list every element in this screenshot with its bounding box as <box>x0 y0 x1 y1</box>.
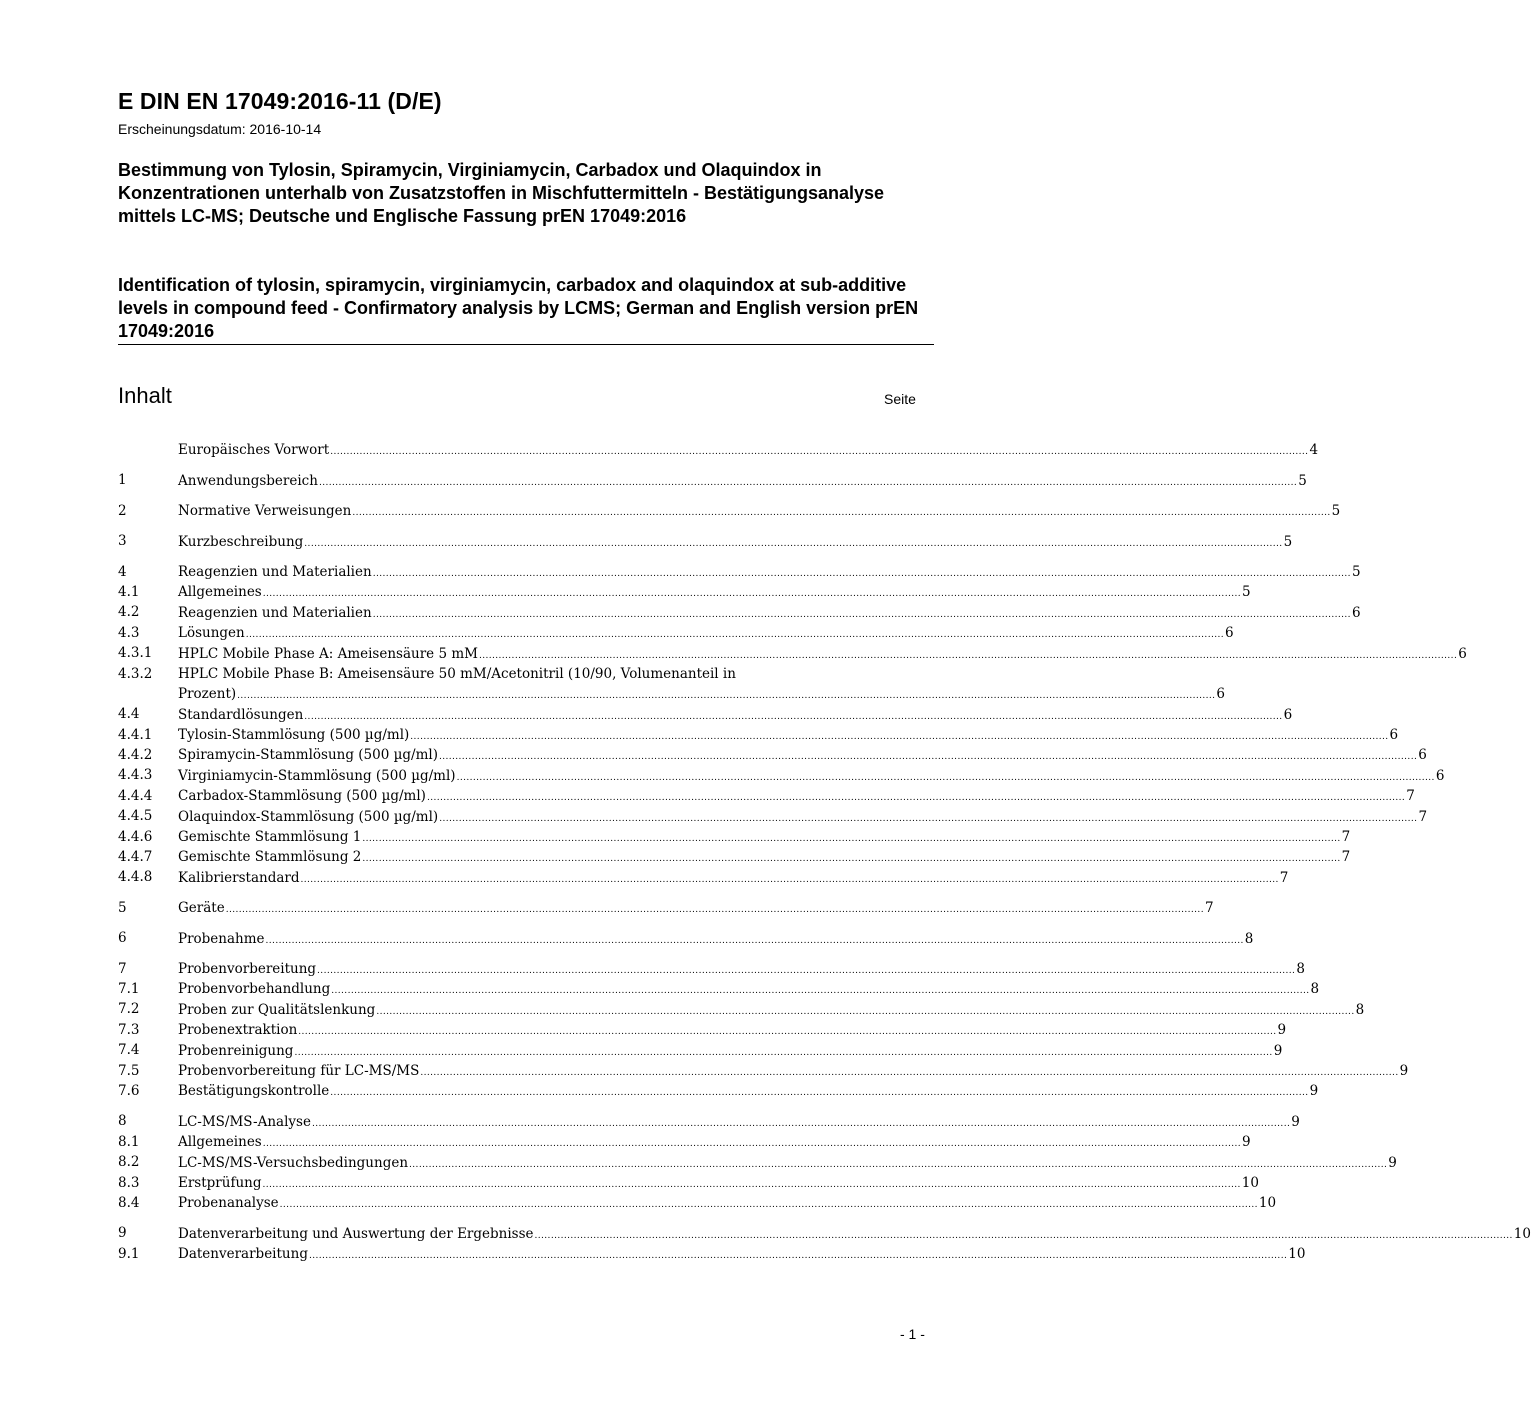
toc-entry[interactable] <box>118 501 1341 521</box>
toc-entry-title: Lösungen <box>178 625 245 642</box>
contents-heading: Inhalt <box>118 383 172 408</box>
toc-dot-leader: ............................................................................................................................................................................................................................................................................................................ <box>225 905 1204 916</box>
toc-dot-leader: ............................................................................................................................................................................................................................................................................................................ <box>298 1027 1277 1038</box>
toc-dot-leader: ............................................................................................................................................................................................................................................................................................................ <box>262 1179 1241 1190</box>
toc-entry-title: Spiramycin-Stammlösung (500 µg/ml) <box>178 747 438 764</box>
toc-entry-number: 1 <box>118 472 127 489</box>
toc-entry-page: 7 <box>1406 788 1415 805</box>
toc-dot-leader: ............................................................................................................................................................................................................................................................................................................ <box>362 854 1341 865</box>
toc-entry-title: Prozent) <box>178 686 237 703</box>
toc-entry[interactable] <box>118 898 1214 918</box>
toc-entry[interactable] <box>118 1132 1251 1152</box>
toc-dot-leader: ............................................................................................................................................................................................................................................................................................................ <box>304 711 1283 722</box>
toc-entry-number: 4.4 <box>118 706 140 723</box>
toc-entry-number: 5 <box>118 899 127 916</box>
toc-entry[interactable] <box>118 1193 1277 1213</box>
toc-entry-number: 4.4.1 <box>118 726 153 743</box>
toc-dot-leader: ............................................................................................................................................................................................................................................................................................................ <box>311 1118 1291 1129</box>
toc-entry-page: 9 <box>1242 1134 1251 1151</box>
toc-entry-title: Gemischte Stammlösung 1 <box>178 829 362 846</box>
title-english: Identification of tylosin, spiramycin, virginiamycin, carbadox and olaquindox at sub-additive levels in compound feed - Confirmatory analysis by LCMS; German and English version prEN 17049:2016 <box>118 275 919 341</box>
toc-dot-leader: ............................................................................................................................................................................................................................................................................................................ <box>308 1251 1288 1262</box>
toc-entry-title: Probenahme <box>178 930 265 947</box>
toc-entry-title: Bestätigungskontrolle <box>178 1083 330 1100</box>
toc-dot-leader: ............................................................................................................................................................................................................................................................................................................ <box>245 630 1225 641</box>
toc-entry-title: Kalibrierstandard <box>178 869 300 886</box>
toc-entry-title: Carbadox-Stammlösung (500 µg/ml) <box>178 788 426 805</box>
toc-dot-leader: ............................................................................................................................................................................................................................................................................................................ <box>262 589 1242 600</box>
toc-entry-page: 6 <box>1351 604 1361 621</box>
toc-entry-title: Kurzbeschreibung <box>178 533 304 550</box>
toc-entry[interactable] <box>118 827 1351 847</box>
toc-entry-title: Geräte <box>178 900 225 917</box>
toc-entry-title: Probenvorbereitung für LC-MS/MS <box>178 1062 420 1079</box>
toc-entry-page: 6 <box>1225 625 1234 642</box>
toc-entry-page: 10 <box>1241 1174 1259 1191</box>
toc-entry-page: 6 <box>1418 747 1427 764</box>
toc-dot-leader: ............................................................................................................................................................................................................................................................................................................ <box>420 1067 1399 1078</box>
table-of-contents <box>118 440 1531 1264</box>
toc-entry[interactable] <box>118 1152 1397 1172</box>
toc-entry[interactable] <box>118 531 1293 551</box>
title-german: Bestimmung von Tylosin, Spiramycin, Virginiamycin, Carbadox und Olaquindox in Konzentrationen unterhalb von Zusatzstoffen in Mischfuttermitteln - Bestätigungsanalyse mittels LC-MS; Deutsche und Englische Fassung prEN 17049:2016 <box>118 160 885 226</box>
toc-entry-number: 4.1 <box>118 583 140 600</box>
toc-entry-title: Gemischte Stammlösung 2 <box>178 849 362 866</box>
toc-entry-number: 8.4 <box>118 1194 140 1211</box>
toc-dot-leader: ............................................................................................................................................................................................................................................................................................................ <box>372 568 1351 579</box>
toc-entry-title: Standardlösungen <box>178 706 304 723</box>
toc-entry-number: 7.5 <box>118 1062 140 1079</box>
toc-entry-title: Anwendungsbereich <box>178 472 318 489</box>
toc-entry-number: 7.1 <box>118 981 140 997</box>
toc-entry-page: 10 <box>1513 1225 1531 1242</box>
toc-entry-page: 7 <box>1279 869 1289 886</box>
toc-entry-number: 4.2 <box>118 604 140 621</box>
toc-dot-leader: ............................................................................................................................................................................................................................................................................................................ <box>300 874 1279 885</box>
toc-entry-page: 6 <box>1389 727 1399 744</box>
toc-entry-number: 7.4 <box>118 1042 140 1059</box>
toc-entry-page: 8 <box>1310 981 1320 998</box>
toc-entry-title: Erstprüfung <box>178 1174 262 1191</box>
toc-entry[interactable] <box>118 1244 1306 1264</box>
toc-entry-number: 4.4.8 <box>118 869 153 886</box>
toc-entry-number: 4.4.6 <box>118 828 153 845</box>
toc-entry[interactable] <box>118 999 1365 1019</box>
toc-entry-title: Virginiamycin-Stammlösung (500 µg/ml) <box>178 767 456 784</box>
toc-entry-page: 8 <box>1296 961 1305 977</box>
toc-dot-leader: ............................................................................................................................................................................................................................................................................................................ <box>330 1088 1309 1099</box>
toc-entry[interactable] <box>118 623 1234 643</box>
toc-entry-title: Probenextraktion <box>178 1022 298 1039</box>
toc-entry-page: 9 <box>1309 1083 1319 1100</box>
toc-dot-leader: ............................................................................................................................................................................................................................................................................................................ <box>376 1006 1355 1017</box>
toc-dot-leader: ............................................................................................................................................................................................................................................................................................................ <box>362 834 1341 845</box>
toc-entry[interactable] <box>118 664 1226 705</box>
toc-entry-number: 3 <box>118 533 127 550</box>
toc-dot-leader: ............................................................................................................................................................................................................................................................................................................ <box>318 477 1298 488</box>
toc-entry-number: 4.3.1 <box>118 645 153 662</box>
toc-entry[interactable] <box>118 725 1399 745</box>
toc-entry[interactable] <box>118 928 1254 948</box>
toc-entry-page: 4 <box>1309 442 1319 459</box>
page-column-label: Seite <box>884 391 916 407</box>
toc-entry-page: 9 <box>1399 1062 1409 1079</box>
toc-entry[interactable] <box>118 582 1251 602</box>
toc-entry-title: Proben zur Qualitätslenkung <box>178 1001 376 1018</box>
toc-entry-page: 7 <box>1341 849 1351 866</box>
toc-entry-number: 6 <box>118 930 127 947</box>
toc-entry-title: Probenanalyse <box>178 1195 279 1212</box>
toc-entry[interactable] <box>118 1020 1287 1040</box>
toc-entry-number: 4.3.2 <box>118 665 153 682</box>
toc-entry-page: 8 <box>1244 930 1254 947</box>
toc-entry[interactable] <box>118 847 1351 867</box>
toc-entry[interactable] <box>118 1081 1319 1101</box>
toc-entry-title: Europäisches Vorwort <box>178 442 330 459</box>
toc-entry-page: 10 <box>1258 1195 1277 1212</box>
toc-entry-title: Reagenzien und Materialien <box>178 604 372 621</box>
toc-entry[interactable] <box>118 643 1467 663</box>
toc-entry-title: Reagenzien und Materialien <box>178 563 372 580</box>
toc-entry-title: Probenreinigung <box>178 1042 294 1059</box>
toc-dot-leader: ............................................................................................................................................................................................................................................................................................................ <box>330 447 1309 458</box>
toc-entry[interactable] <box>118 867 1289 887</box>
toc-entry-number: 8.1 <box>118 1133 140 1150</box>
toc-entry-title: Allgemeines <box>178 584 262 601</box>
toc-entry-number: 4.4.2 <box>118 747 153 764</box>
toc-entry-page: 6 <box>1458 645 1467 662</box>
toc-dot-leader: ............................................................................................................................................................................................................................................................................................................ <box>456 772 1435 783</box>
toc-dot-leader: ............................................................................................................................................................................................................................................................................................................ <box>265 935 1244 946</box>
toc-dot-leader: ............................................................................................................................................................................................................................................................................................................ <box>439 813 1418 824</box>
toc-entry-title: Normative Verweisungen <box>178 503 352 520</box>
toc-entry-number: 9 <box>118 1225 127 1242</box>
toc-entry-number: 4.3 <box>118 624 140 641</box>
toc-entry-page: 6 <box>1216 686 1226 703</box>
toc-dot-leader: ............................................................................................................................................................................................................................................................................................................ <box>331 986 1310 997</box>
toc-entry-title: LC-MS/MS-Analyse <box>178 1113 311 1130</box>
toc-dot-leader: ............................................................................................................................................................................................................................................................................................................ <box>410 732 1389 743</box>
toc-entry-title: Datenverarbeitung <box>178 1246 308 1263</box>
toc-entry-page: 6 <box>1435 767 1445 784</box>
toc-entry-page: 7 <box>1341 829 1351 846</box>
toc-entry[interactable] <box>118 1040 1283 1060</box>
toc-entry[interactable] <box>118 1223 1531 1243</box>
toc-entry[interactable] <box>118 979 1320 999</box>
toc-entry-page: 5 <box>1331 503 1341 520</box>
toc-entry-title: Allgemeines <box>178 1134 262 1151</box>
title-divider <box>118 344 934 345</box>
toc-entry[interactable] <box>118 959 1305 979</box>
toc-entry-page: 5 <box>1351 563 1361 580</box>
toc-dot-leader: ............................................................................................................................................................................................................................................................................................................ <box>304 538 1283 549</box>
toc-entry-number: 7.6 <box>118 1082 140 1099</box>
toc-dot-leader: ............................................................................................................................................................................................................................................................................................................ <box>294 1047 1273 1058</box>
toc-dot-leader: ............................................................................................................................................................................................................................................................................................................ <box>237 691 1216 702</box>
toc-entry-number: 4.4.7 <box>118 849 153 866</box>
toc-entry[interactable] <box>118 806 1428 826</box>
toc-dot-leader: ............................................................................................................................................................................................................................................................................................................ <box>352 508 1331 519</box>
footer-page-number: - 1 - <box>900 1326 925 1342</box>
toc-entry[interactable] <box>118 704 1293 724</box>
toc-entry-number: 4.4.3 <box>118 767 153 784</box>
toc-entry-number: 4 <box>118 563 127 580</box>
toc-entry-title: Probenvorbereitung <box>178 961 317 977</box>
toc-entry-title: Probenvorbehandlung <box>178 981 331 998</box>
toc-entry-page: 9 <box>1277 1022 1287 1039</box>
toc-entry-page: 6 <box>1283 706 1293 723</box>
toc-entry-title-line1: HPLC Mobile Phase B: Ameisensäure 50 mM/Acetonitril (10/90, Volumenanteil in <box>178 665 736 682</box>
toc-entry-page: 7 <box>1418 808 1428 825</box>
toc-dot-leader: ............................................................................................................................................................................................................................................................................................................ <box>409 1159 1388 1170</box>
toc-entry-number: 7 <box>118 960 127 977</box>
toc-entry[interactable] <box>118 765 1445 785</box>
toc-entry-page: 5 <box>1242 584 1251 601</box>
toc-entry-page: 9 <box>1291 1113 1300 1130</box>
toc-entry[interactable] <box>118 1173 1259 1193</box>
toc-dot-leader: ............................................................................................................................................................................................................................................................................................................ <box>438 752 1418 763</box>
toc-entry[interactable] <box>118 470 1307 490</box>
toc-entry-page: 9 <box>1388 1154 1397 1171</box>
toc-entry-number: 8.3 <box>118 1174 140 1191</box>
toc-dot-leader: ............................................................................................................................................................................................................................................................................................................ <box>534 1230 1513 1241</box>
toc-dot-leader: ............................................................................................................................................................................................................................................................................................................ <box>426 793 1406 804</box>
toc-entry-title: Tylosin-Stammlösung (500 µg/ml) <box>178 727 410 744</box>
toc-entry-page: 8 <box>1355 1001 1365 1018</box>
toc-entry[interactable] <box>118 440 1319 460</box>
toc-entry-title: HPLC Mobile Phase A: Ameisensäure 5 mM <box>178 645 478 662</box>
toc-entry-number: 7.2 <box>118 1001 140 1018</box>
toc-entry[interactable] <box>118 562 1361 582</box>
toc-entry-title: Olaquindox-Stammlösung (500 µg/ml) <box>178 808 439 825</box>
toc-dot-leader: ............................................................................................................................................................................................................................................................................................................ <box>372 609 1351 620</box>
toc-entry[interactable] <box>118 1111 1300 1131</box>
toc-entry-number: 2 <box>118 502 127 519</box>
toc-entry-title: LC-MS/MS-Versuchsbedingungen <box>178 1154 409 1171</box>
toc-entry-number: 4.4.4 <box>118 787 153 804</box>
toc-entry-page: 10 <box>1288 1246 1306 1263</box>
toc-entry-number: 8.2 <box>118 1154 140 1171</box>
toc-entry-title: Datenverarbeitung und Auswertung der Ergebnisse <box>178 1225 534 1242</box>
toc-entry-number: 9.1 <box>118 1245 140 1262</box>
toc-entry[interactable] <box>118 745 1427 765</box>
toc-dot-leader: ............................................................................................................................................................................................................................................................................................................ <box>478 650 1458 661</box>
toc-entry-page: 5 <box>1283 533 1293 550</box>
toc-entry[interactable] <box>118 602 1361 622</box>
toc-entry[interactable] <box>118 786 1415 806</box>
toc-entry-number: 4.4.5 <box>118 808 153 825</box>
toc-entry[interactable] <box>118 1061 1409 1081</box>
toc-entry-page: 5 <box>1298 472 1307 489</box>
toc-dot-leader: ............................................................................................................................................................................................................................................................................................................ <box>279 1200 1258 1211</box>
toc-entry-page: 7 <box>1204 900 1214 917</box>
toc-dot-leader: ............................................................................................................................................................................................................................................................................................................ <box>262 1139 1242 1150</box>
toc-dot-leader: ............................................................................................................................................................................................................................................................................................................ <box>317 966 1296 976</box>
toc-entry-page: 9 <box>1273 1042 1283 1059</box>
toc-entry-number: 8 <box>118 1113 127 1130</box>
publication-date: Erscheinungsdatum: 2016-10-14 <box>118 121 322 137</box>
toc-entry-number: 7.3 <box>118 1021 140 1038</box>
document-id: E DIN EN 17049:2016-11 (D/E) <box>118 88 442 114</box>
